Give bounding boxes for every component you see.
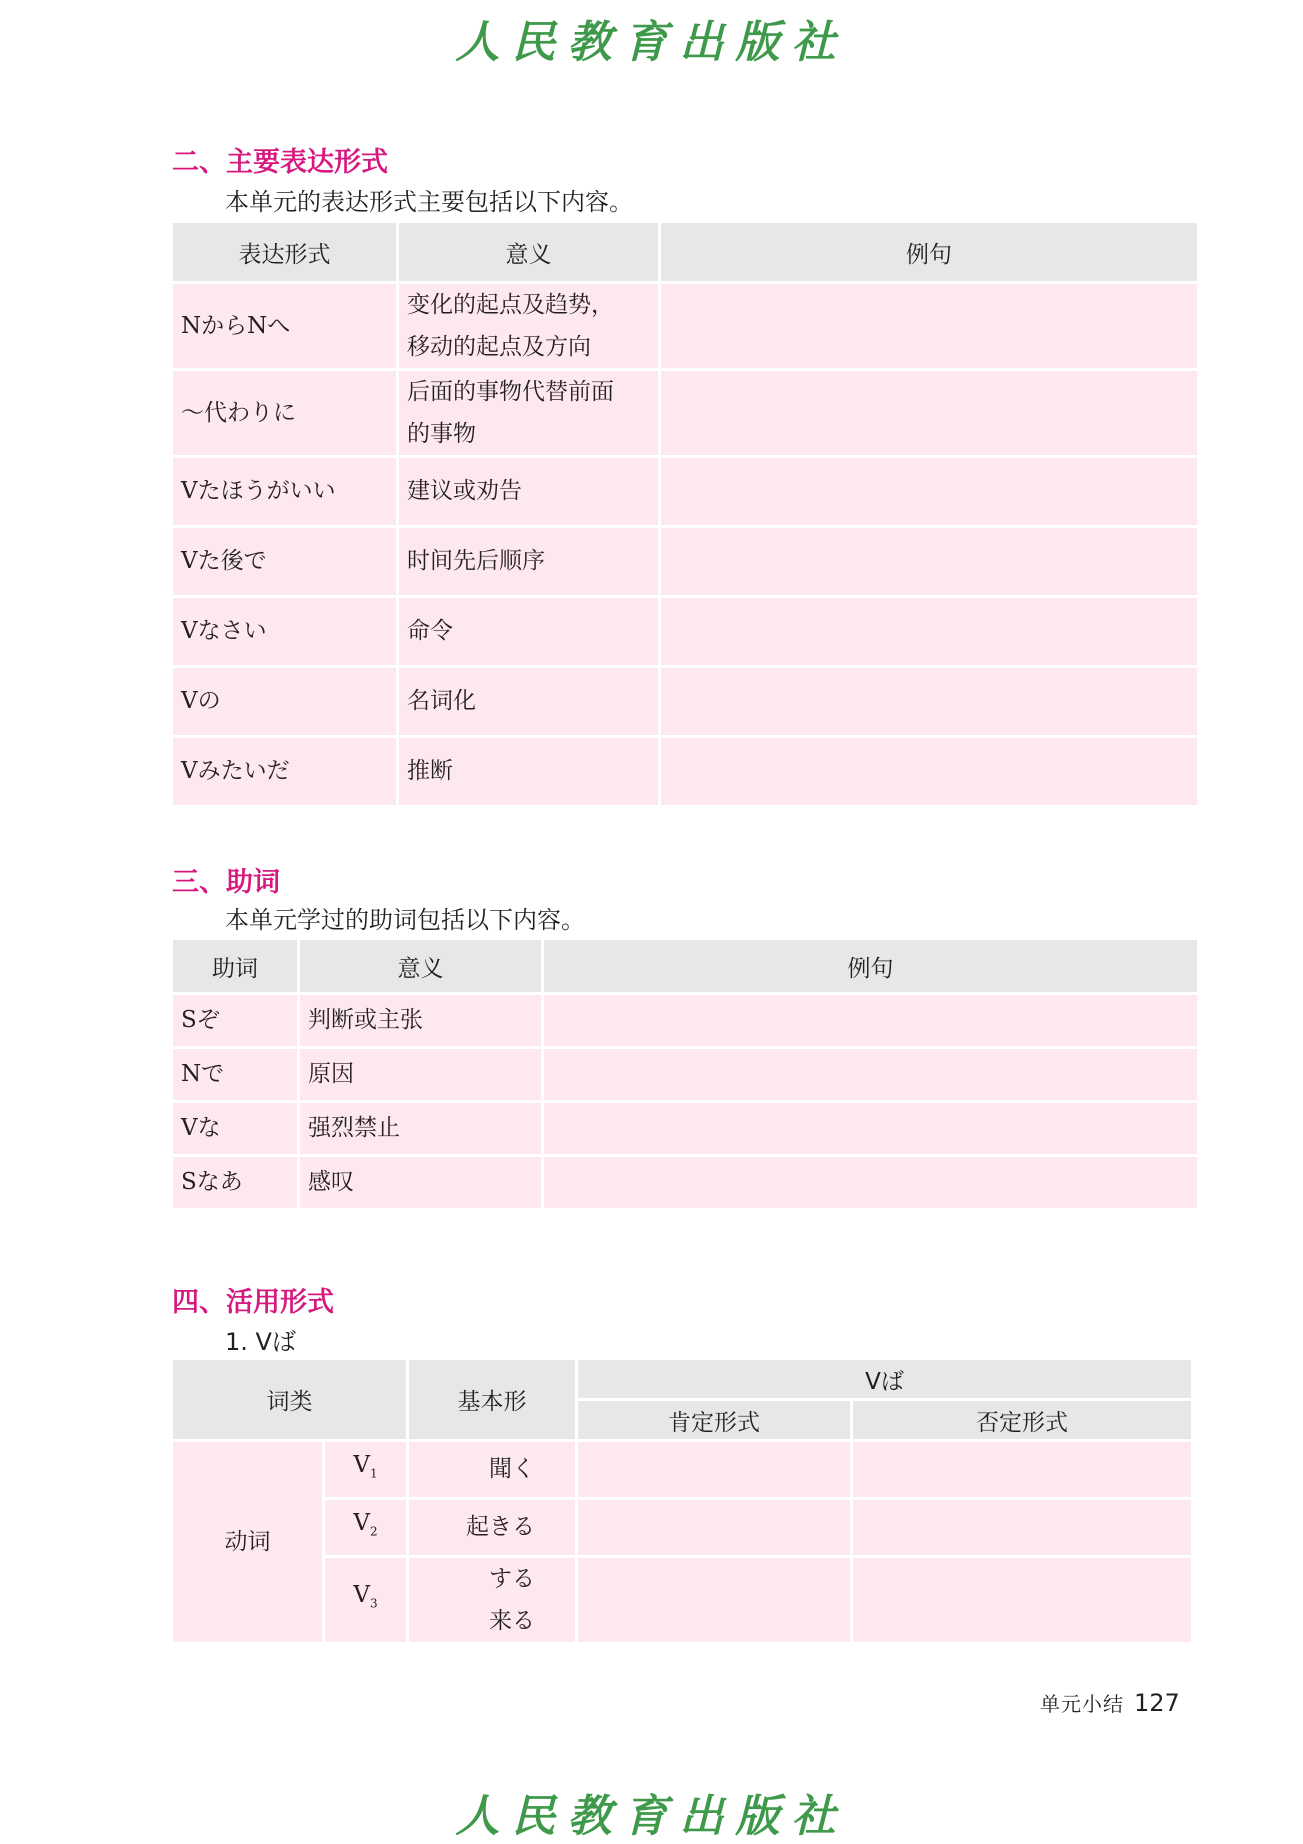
meaning-cell: 原因 <box>300 1049 541 1100</box>
form-cell: ～代わりに <box>173 371 396 455</box>
negative-cell[interactable] <box>853 1500 1191 1555</box>
table-row <box>173 738 1197 805</box>
example-cell[interactable] <box>661 528 1197 595</box>
header-word-class: 词类 <box>173 1360 406 1439</box>
header-particle: 助词 <box>173 940 297 992</box>
verb-type: V <box>353 1509 370 1536</box>
table-row <box>173 598 1197 665</box>
page-number: 127 <box>1134 1689 1180 1717</box>
form-cell: Vたほうがいい <box>173 458 396 525</box>
example-cell[interactable] <box>544 1103 1197 1154</box>
meaning-cell: 命令 <box>399 598 658 665</box>
meaning-cell <box>399 371 658 455</box>
meaning-cell <box>399 284 658 368</box>
section3-heading: 三、助词 <box>172 867 280 898</box>
example-cell[interactable] <box>661 598 1197 665</box>
table-row <box>173 284 1197 368</box>
positive-cell[interactable] <box>578 1558 850 1642</box>
table-row <box>173 1103 1197 1154</box>
form-cell: Vみたいだ <box>173 738 396 805</box>
table-row <box>173 668 1197 735</box>
meaning-cell: 强烈禁止 <box>300 1103 541 1154</box>
table-row <box>173 995 1197 1046</box>
form-cell: Vの <box>173 668 396 735</box>
base-form-line: 来る <box>489 1608 535 1634</box>
example-cell[interactable] <box>544 1157 1197 1208</box>
footer-label: 单元小结 <box>1040 1692 1124 1716</box>
section2-heading: 二、主要表达形式 <box>172 147 388 178</box>
header-meaning: 意义 <box>300 940 541 992</box>
negative-cell[interactable] <box>853 1442 1191 1497</box>
verb-type: V <box>353 1451 370 1478</box>
verb-type-sub: 1 <box>369 1466 378 1481</box>
section4-subheading: 1. Vば <box>225 1328 296 1356</box>
expression-table <box>170 220 1200 808</box>
table-row <box>173 458 1197 525</box>
form-cell: Vなさい <box>173 598 396 665</box>
particle-cell: Sぞ <box>173 995 297 1046</box>
particle-cell: Nで <box>173 1049 297 1100</box>
page-footer <box>1040 1688 1180 1717</box>
verb-type: V <box>353 1582 370 1609</box>
section2-intro: 本单元的表达形式主要包括以下内容。 <box>225 188 633 216</box>
meaning-line: 变化的起点及趋势， <box>407 292 614 318</box>
publisher-watermark-top: 人民教育出版社 <box>455 17 848 68</box>
header-example: 例句 <box>661 223 1197 281</box>
base-form-line: する <box>489 1566 535 1592</box>
verb-type-cell <box>325 1558 406 1642</box>
meaning-cell: 推断 <box>399 738 658 805</box>
conjugation-table <box>170 1357 1194 1645</box>
base-form-cell: 聞く <box>409 1442 575 1497</box>
header-base-form: 基本形 <box>409 1360 575 1439</box>
example-cell[interactable] <box>661 371 1197 455</box>
example-cell[interactable] <box>661 738 1197 805</box>
table-header-row <box>173 1360 1191 1398</box>
header-example: 例句 <box>544 940 1197 992</box>
example-cell[interactable] <box>544 995 1197 1046</box>
negative-cell[interactable] <box>853 1558 1191 1642</box>
meaning-line: 的事物 <box>407 421 476 447</box>
table-row <box>173 1442 1191 1497</box>
table-row <box>173 1049 1197 1100</box>
meaning-line: 移动的起点及方向 <box>407 334 591 360</box>
meaning-cell: 判断或主张 <box>300 995 541 1046</box>
table-row <box>173 1157 1197 1208</box>
form-cell: Vた後で <box>173 528 396 595</box>
verb-type-sub: 2 <box>369 1524 378 1539</box>
base-form-cell: 起きる <box>409 1500 575 1555</box>
verb-type-cell <box>325 1442 406 1497</box>
header-form: 表达形式 <box>173 223 396 281</box>
positive-cell[interactable] <box>578 1500 850 1555</box>
example-cell[interactable] <box>661 284 1197 368</box>
header-meaning: 意义 <box>399 223 658 281</box>
example-cell[interactable] <box>544 1049 1197 1100</box>
example-cell[interactable] <box>661 458 1197 525</box>
meaning-line: 后面的事物代替前面 <box>407 379 614 405</box>
section4-heading: 四、活用形式 <box>172 1287 334 1318</box>
base-form-cell <box>409 1558 575 1642</box>
particle-cell: Vな <box>173 1103 297 1154</box>
positive-cell[interactable] <box>578 1442 850 1497</box>
table-header-row <box>173 940 1197 992</box>
publisher-watermark-bottom: 人民教育出版社 <box>455 1791 848 1842</box>
particle-cell: Sなあ <box>173 1157 297 1208</box>
header-negative: 否定形式 <box>853 1401 1191 1439</box>
meaning-cell: 名词化 <box>399 668 658 735</box>
particle-table <box>170 937 1200 1211</box>
meaning-cell: 时间先后顺序 <box>399 528 658 595</box>
table-header-row <box>173 223 1197 281</box>
table-row <box>173 528 1197 595</box>
header-vba: Vば <box>578 1360 1191 1398</box>
form-cell: NからNへ <box>173 284 396 368</box>
verb-type-cell <box>325 1500 406 1555</box>
verb-type-sub: 3 <box>369 1596 378 1611</box>
table-row <box>173 1558 1191 1642</box>
section3-intro: 本单元学过的助词包括以下内容。 <box>225 906 585 934</box>
category-cell: 动词 <box>173 1442 322 1642</box>
example-cell[interactable] <box>661 668 1197 735</box>
table-row <box>173 371 1197 455</box>
meaning-cell: 建议或劝告 <box>399 458 658 525</box>
header-positive: 肯定形式 <box>578 1401 850 1439</box>
meaning-cell: 感叹 <box>300 1157 541 1208</box>
table-row <box>173 1500 1191 1555</box>
